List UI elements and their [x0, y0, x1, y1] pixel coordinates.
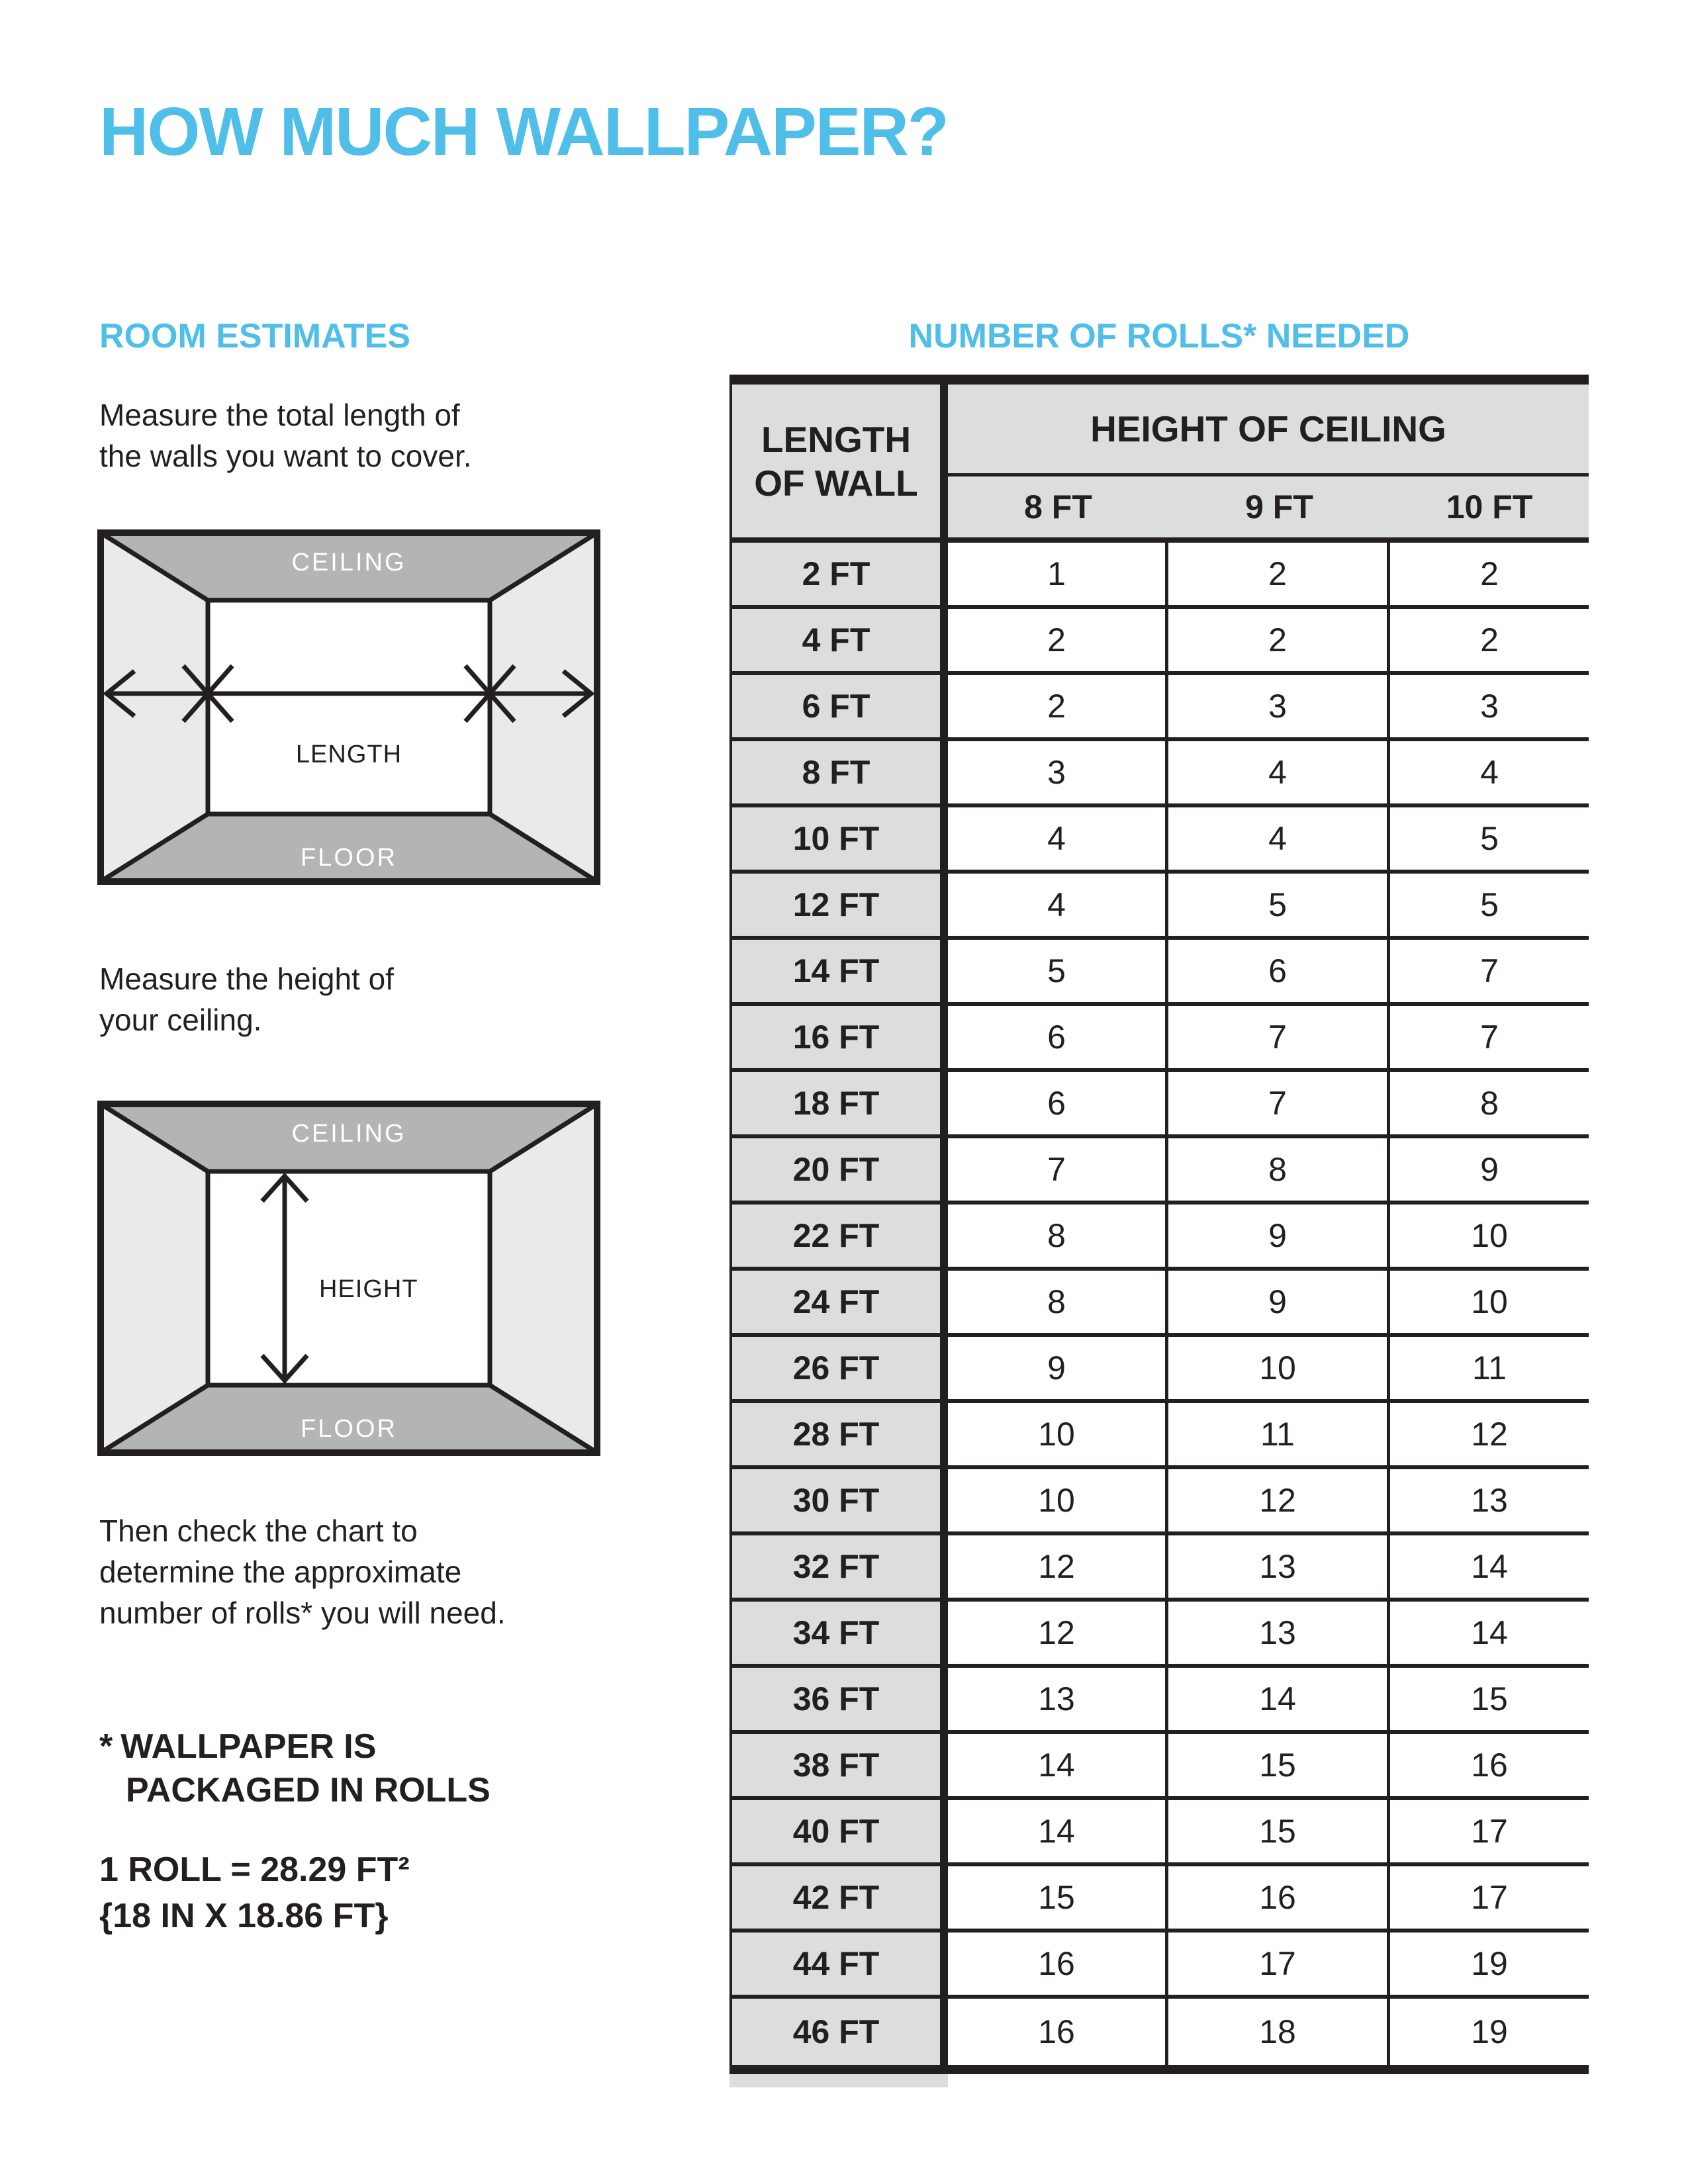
rolls-count-cell-9ft: 15 — [1168, 1734, 1390, 1800]
rolls-count-cell-9ft: 6 — [1168, 940, 1390, 1006]
ceiling-label: CEILING — [291, 1120, 406, 1148]
wall-length-cell: 6 FT — [729, 675, 948, 741]
ceiling-label: CEILING — [291, 549, 406, 576]
page-title: HOW MUCH WALLPAPER? — [99, 93, 948, 169]
rolls-count-cell-10ft: 7 — [1390, 940, 1589, 1006]
rolls-count-cell-9ft: 17 — [1168, 1933, 1390, 1999]
wall-length-cell: 8 FT — [729, 741, 948, 807]
rolls-count-cell-10ft: 13 — [1390, 1469, 1589, 1535]
wall-length-cell: 4 FT — [729, 609, 948, 675]
floor-label: FLOOR — [301, 1415, 397, 1443]
rolls-count-cell-8ft: 5 — [948, 940, 1168, 1006]
rolls-count-cell-10ft: 16 — [1390, 1734, 1589, 1800]
wall-length-cell: 40 FT — [729, 1800, 948, 1866]
rolls-count-cell-8ft: 4 — [948, 807, 1168, 874]
height-label: HEIGHT — [319, 1275, 418, 1303]
rolls-count-cell-9ft: 10 — [1168, 1337, 1390, 1403]
rolls-count-cell-9ft: 12 — [1168, 1469, 1390, 1535]
wall-length-cell: 38 FT — [729, 1734, 948, 1800]
footnote-line: PACKAGED IN ROLLS — [126, 1771, 491, 1809]
rolls-count-cell-8ft: 7 — [948, 1138, 1168, 1205]
rolls-count-cell-9ft: 14 — [1168, 1668, 1390, 1734]
col-header-height-of-ceiling: HEIGHT OF CEILING — [948, 385, 1589, 477]
roll-dimensions-line: {18 IN X 18.86 FT} — [99, 1897, 389, 1935]
measure-length-instruction — [99, 394, 472, 477]
rolls-count-cell-9ft: 8 — [1168, 1138, 1390, 1205]
wall-length-cell: 14 FT — [729, 940, 948, 1006]
room-estimates-heading: ROOM ESTIMATES — [99, 317, 410, 355]
wall-length-cell: 30 FT — [729, 1469, 948, 1535]
rolls-count-cell-9ft: 15 — [1168, 1800, 1390, 1866]
rolls-count-cell-8ft: 12 — [948, 1602, 1168, 1668]
wall-length-cell: 22 FT — [729, 1205, 948, 1271]
sub-header-10ft: 10 FT — [1390, 477, 1589, 543]
rolls-count-cell-8ft: 6 — [948, 1006, 1168, 1072]
rolls-count-cell-10ft: 5 — [1390, 807, 1589, 874]
floor-label: FLOOR — [301, 844, 397, 872]
rolls-count-cell-9ft: 11 — [1168, 1403, 1390, 1469]
rolls-count-cell-10ft: 3 — [1390, 675, 1589, 741]
rolls-count-cell-10ft: 12 — [1390, 1403, 1589, 1469]
wall-length-cell: 24 FT — [729, 1271, 948, 1337]
wall-length-cell: 46 FT — [729, 1999, 948, 2065]
rolls-count-cell-10ft: 4 — [1390, 741, 1589, 807]
length-label: LENGTH — [295, 741, 402, 768]
check-chart-instruction — [99, 1510, 506, 1633]
rolls-count-cell-9ft: 5 — [1168, 874, 1390, 940]
sub-header-8ft: 8 FT — [948, 477, 1168, 543]
rolls-table — [729, 375, 1589, 2087]
rolls-footnote — [99, 1725, 491, 1812]
rolls-count-cell-8ft: 10 — [948, 1469, 1168, 1535]
instruction-line: your ceiling. — [99, 1003, 262, 1037]
instruction-line: the walls you want to cover. — [99, 439, 472, 473]
rolls-count-cell-9ft: 4 — [1168, 807, 1390, 874]
roll-size-info — [99, 1846, 410, 1939]
rolls-count-cell-8ft: 14 — [948, 1800, 1168, 1866]
rolls-count-cell-10ft: 19 — [1390, 1933, 1589, 1999]
table-top-border — [729, 375, 1589, 385]
rolls-count-cell-10ft: 2 — [1390, 609, 1589, 675]
rolls-count-cell-10ft: 10 — [1390, 1205, 1589, 1271]
wall-length-cell: 2 FT — [729, 543, 948, 609]
rolls-count-cell-10ft: 14 — [1390, 1535, 1589, 1602]
rolls-count-cell-9ft: 3 — [1168, 675, 1390, 741]
rolls-count-cell-8ft: 8 — [948, 1205, 1168, 1271]
rolls-count-cell-8ft: 12 — [948, 1535, 1168, 1602]
wall-length-cell: 20 FT — [729, 1138, 948, 1205]
wall-length-cell: 10 FT — [729, 807, 948, 874]
back-wall — [208, 600, 490, 814]
col-header-length-of-wall — [729, 385, 948, 543]
wall-length-cell: 42 FT — [729, 1866, 948, 1933]
rolls-count-cell-9ft: 7 — [1168, 1072, 1390, 1138]
sub-header-9ft: 9 FT — [1168, 477, 1390, 543]
rolls-count-cell-9ft: 13 — [1168, 1602, 1390, 1668]
wall-length-cell: 12 FT — [729, 874, 948, 940]
rolls-count-cell-8ft: 15 — [948, 1866, 1168, 1933]
rolls-count-cell-9ft: 18 — [1168, 1999, 1390, 2065]
instruction-line: Then check the chart to — [99, 1514, 418, 1548]
rolls-count-cell-8ft: 2 — [948, 675, 1168, 741]
rolls-count-cell-10ft: 5 — [1390, 874, 1589, 940]
rolls-count-cell-10ft: 9 — [1390, 1138, 1589, 1205]
rolls-count-cell-9ft: 16 — [1168, 1866, 1390, 1933]
rolls-count-cell-10ft: 17 — [1390, 1800, 1589, 1866]
rolls-count-cell-8ft: 3 — [948, 741, 1168, 807]
table-bottom-border — [729, 2065, 1589, 2074]
rolls-count-cell-10ft: 14 — [1390, 1602, 1589, 1668]
rolls-count-cell-9ft: 2 — [1168, 609, 1390, 675]
rolls-count-cell-8ft: 1 — [948, 543, 1168, 609]
wall-length-cell: 26 FT — [729, 1337, 948, 1403]
wall-length-cell: 18 FT — [729, 1072, 948, 1138]
rolls-count-cell-9ft: 9 — [1168, 1271, 1390, 1337]
rolls-count-cell-8ft: 6 — [948, 1072, 1168, 1138]
instruction-line: determine the approximate — [99, 1555, 462, 1589]
rolls-count-cell-9ft: 13 — [1168, 1535, 1390, 1602]
wall-length-cell: 32 FT — [729, 1535, 948, 1602]
rolls-count-cell-10ft: 11 — [1390, 1337, 1589, 1403]
wall-length-cell: 36 FT — [729, 1668, 948, 1734]
rolls-count-cell-10ft: 15 — [1390, 1668, 1589, 1734]
measure-height-instruction — [99, 958, 394, 1040]
rolls-count-cell-10ft: 7 — [1390, 1006, 1589, 1072]
roll-area-line: 1 ROLL = 28.29 FT² — [99, 1850, 410, 1889]
asterisk: * — [99, 1727, 113, 1766]
rolls-count-cell-9ft: 9 — [1168, 1205, 1390, 1271]
rolls-count-cell-8ft: 8 — [948, 1271, 1168, 1337]
wall-length-cell: 16 FT — [729, 1006, 948, 1072]
col-header-line: LENGTH — [761, 418, 912, 460]
rolls-count-cell-8ft: 10 — [948, 1403, 1168, 1469]
instruction-line: number of rolls* you will need. — [99, 1596, 506, 1630]
instruction-line: Measure the height of — [99, 962, 394, 996]
rolls-count-cell-9ft: 4 — [1168, 741, 1390, 807]
col-header-line: OF WALL — [754, 462, 918, 504]
footnote-line: * WALLPAPER IS — [99, 1727, 377, 1766]
wall-length-cell: 44 FT — [729, 1933, 948, 1999]
rolls-count-cell-9ft: 2 — [1168, 543, 1390, 609]
wall-length-cell: 28 FT — [729, 1403, 948, 1469]
rolls-count-cell-10ft: 10 — [1390, 1271, 1589, 1337]
rolls-count-cell-8ft: 16 — [948, 1933, 1168, 1999]
rolls-needed-heading: NUMBER OF ROLLS* NEEDED — [908, 317, 1410, 355]
rolls-grid — [729, 385, 1589, 2065]
label-column-stub — [729, 2074, 948, 2087]
rolls-count-cell-10ft: 2 — [1390, 543, 1589, 609]
rolls-count-cell-8ft: 14 — [948, 1734, 1168, 1800]
rolls-count-cell-8ft: 4 — [948, 874, 1168, 940]
rolls-count-cell-10ft: 17 — [1390, 1866, 1589, 1933]
rolls-count-cell-8ft: 9 — [948, 1337, 1168, 1403]
room-length-diagram — [97, 529, 600, 885]
rolls-count-cell-10ft: 19 — [1471, 2013, 1508, 2050]
rolls-count-cell-8ft: 2 — [948, 609, 1168, 675]
rolls-count-cell-10ft: 8 — [1390, 1072, 1589, 1138]
wall-length-cell: 34 FT — [729, 1602, 948, 1668]
instruction-line: Measure the total length of — [99, 398, 460, 432]
room-height-diagram — [97, 1101, 600, 1456]
rolls-count-cell-8ft: 16 — [948, 1999, 1168, 2065]
rolls-count-cell-9ft: 7 — [1168, 1006, 1390, 1072]
rolls-count-cell-8ft: 13 — [948, 1668, 1168, 1734]
